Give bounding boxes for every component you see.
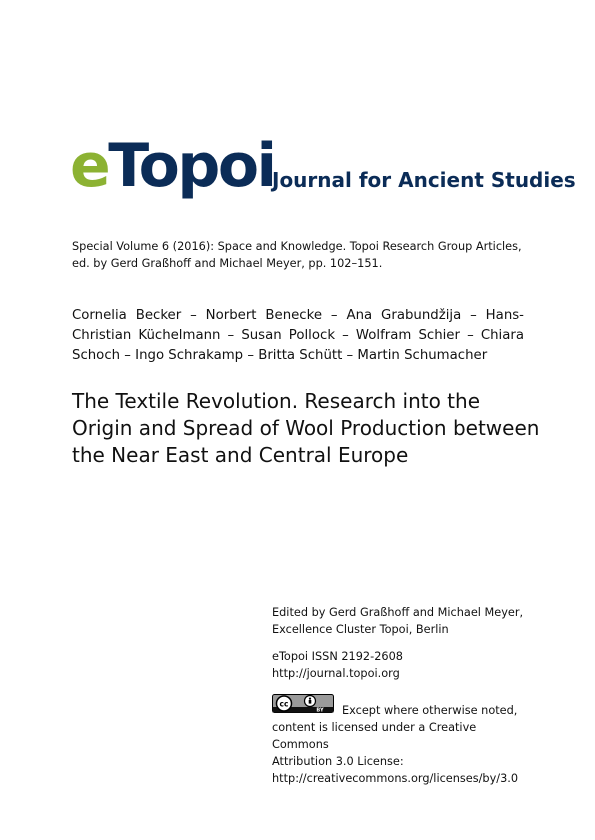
license-line-3: Attribution 3.0 License: bbox=[272, 755, 404, 768]
cc-badge-left-text: cc bbox=[279, 699, 289, 709]
cc-badge-right-text: BY bbox=[316, 707, 324, 713]
journal-logo bbox=[70, 131, 275, 201]
license-line-1: Except where otherwise noted, bbox=[342, 704, 518, 717]
special-volume-citation: Special Volume 6 (2016): Space and Knowledge. Topoi Research Group Articles, ed. by Gerd Graßhoff and Michael Meyer, pp. 102–151. bbox=[72, 240, 522, 270]
logo-e: e bbox=[70, 131, 109, 201]
license-line-2: content is licensed under a Creative Commons bbox=[272, 721, 477, 751]
issn-block bbox=[272, 648, 403, 682]
journal-subtitle: Journal for Ancient Studies bbox=[272, 168, 576, 192]
editors-affiliation: Excellence Cluster Topoi, Berlin bbox=[272, 623, 449, 636]
author-list: Cornelia Becker – Norbert Benecke – Ana Grabundžija – Hans-Christian Küchelmann – Susan Pollock – Wolfram Schier – Chiara Schoch – Ingo Schrakamp – Britta Schütt – Martin Schumacher bbox=[72, 308, 524, 363]
issn-number: eTopoi ISSN 2192-2608 bbox=[272, 650, 403, 663]
license-block bbox=[272, 702, 532, 787]
editors-line: Edited by Gerd Graßhoff and Michael Meyer, bbox=[272, 606, 524, 619]
editors-block bbox=[272, 604, 523, 638]
paper-title: The Textile Revolution. Research into the Origin and Spread of Wool Production between the Near East and Central Europe bbox=[72, 389, 540, 467]
logo-topoi: Topoi bbox=[108, 131, 275, 201]
journal-url[interactable]: http://journal.topoi.org bbox=[272, 667, 400, 680]
license-url[interactable]: http://creativecommons.org/licenses/by/3.0 bbox=[272, 772, 519, 785]
